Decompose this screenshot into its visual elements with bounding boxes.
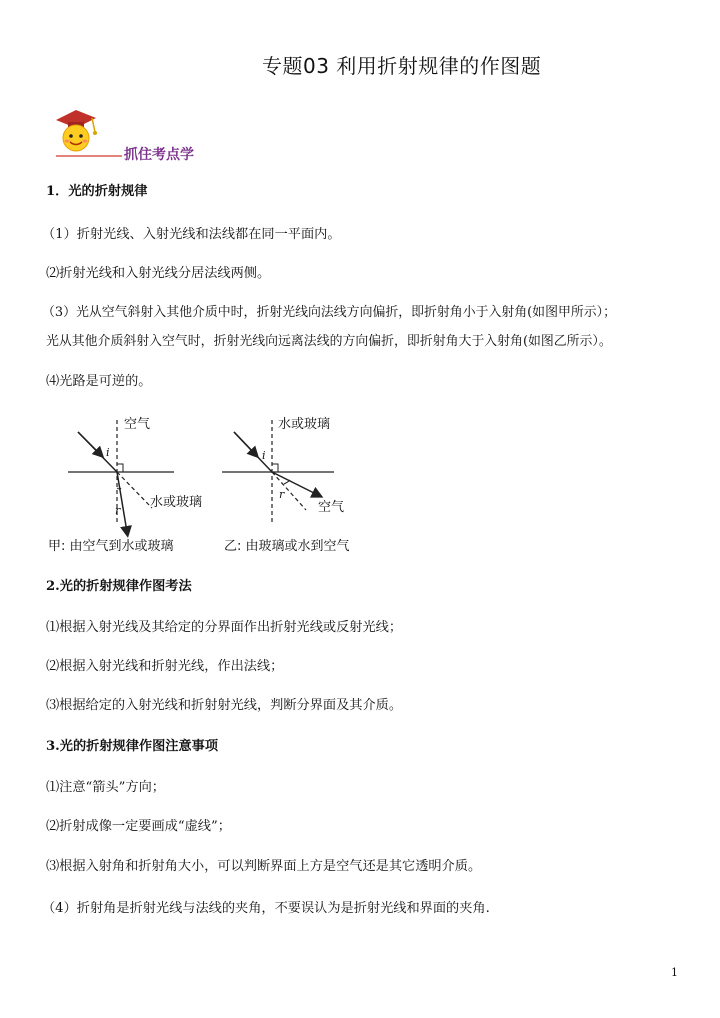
section2-heading: 2.光的折射规律作图考法	[46, 579, 192, 594]
fig-a-angle-i: i	[106, 446, 110, 459]
fig-b-angle-r: r	[279, 488, 285, 501]
section1-item1: （1）折射光线、入射光线和法线都在同一平面内。	[42, 227, 341, 242]
fig-b-caption: 乙: 由玻璃或水到空气	[224, 539, 350, 554]
diagram-a	[68, 420, 174, 532]
fig-a-top-label: 空气	[124, 417, 151, 432]
fig-a-bottom-label: 水或玻璃	[150, 495, 203, 510]
section3-item4: （4）折射角是折射光线与法线的夹角，不要误认为是折射光线和界面的夹角.	[42, 901, 490, 916]
banner-label: 抓住考点学	[124, 147, 194, 163]
fig-b-angle-i: i	[262, 449, 266, 462]
section1-item4: ⑷光路是可逆的。	[46, 374, 152, 389]
section2-item3: ⑶根据给定的入射光线和折射射光线，判断分界面及其介质。	[46, 698, 403, 713]
fig-a-caption: 甲: 由空气到水或玻璃	[48, 539, 174, 554]
section1-heading: 1．光的折射规律	[46, 184, 148, 199]
fig-a-angle-r: r	[115, 504, 121, 517]
section2-item1: ⑴根据入射光线及其给定的分界面作出折射光线或反射光线；	[46, 620, 403, 635]
section2-item2: ⑵根据入射光线和折射光线，作出法线；	[46, 659, 284, 674]
section3-item3: ⑶根据入射角和折射角大小，可以判断界面上方是空气还是其它透明介质。	[46, 859, 482, 874]
section3-heading: 3.光的折射规律作图注意事项	[46, 739, 219, 754]
fig-b-bottom-label: 空气	[318, 500, 345, 515]
section3-item2: ⑵折射成像一定要画成“虚线”；	[46, 819, 231, 834]
fig-b-top-label: 水或玻璃	[278, 417, 331, 432]
page-title: 专题03 利用折射规律的作图题	[262, 54, 542, 78]
section3-item1: ⑴注意“箭头”方向；	[46, 780, 165, 795]
section1-item3-line2: 光从其他介质斜射入空气时，折射光线向远离法线的方向偏折，即折射角大于入射角(如图乙所示）。	[46, 334, 612, 349]
page-number: 1	[671, 966, 678, 979]
section1-item2: ⑵折射光线和入射光线分居法线两侧。	[46, 266, 271, 281]
section1-item3-line1: （3）光从空气斜射入其他介质中时，折射光线向法线方向偏折，即折射角小于入射角(如图甲所示）；	[42, 305, 616, 320]
